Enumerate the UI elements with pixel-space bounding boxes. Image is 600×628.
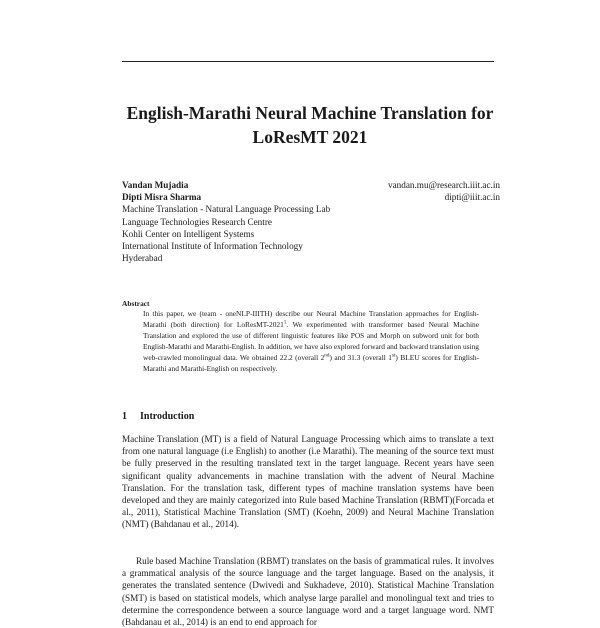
- ordinal-superscript: st: [391, 352, 396, 359]
- section-title: Introduction: [140, 411, 195, 422]
- body-paragraph-2: Rule based Machine Translation (RBMT) translates on the basis of grammatical rules. It involves a grammatical analysis of the source language and the target language. Based on the analysis, it generates the translated sentence (Dwivedi and Sukhadeve, 2010). Statistical Machine Translation (SMT) is based on statistical models, which analyse large parallel and monolingual text and tries to determine the correspondence between a source language word and a target language word. NMT (Bahdanau et al., 2014) is an end to end approach for: [122, 556, 494, 628]
- body-paragraph-1: Machine Translation (MT) is a field of Natural Language Processing which aims to translate a text from one natural language (i.e English) to another (i.e Marathi). The meaning of the source text must be fully preserved in the resulting translated text in the target language. Recent years have seen significant quality advancements in machine translation with the advent of Neural Machine Translation. For the translation task, different types of machine translation systems have been developed and they are mainly categorized into Rule based Machine Translation (RBMT)(Forcada et al., 2011), Statistical Machine Translation (SMT) (Koehn, 2009) and Neural Machine Translation (NMT) (Bahdanau et al., 2014).: [122, 434, 494, 530]
- title-line-1: English-Marathi Neural Machine Translation for: [126, 103, 494, 123]
- paper-title: [100, 101, 520, 149]
- affiliation-line: Kohli Center on Intelligent Systems: [122, 228, 255, 239]
- abstract-part: ) BLEU scores for English-Marathi and Marathi-English on respectively.: [143, 352, 480, 373]
- email-block: [388, 179, 500, 203]
- section-heading: [122, 411, 194, 422]
- top-rule: [122, 61, 494, 62]
- title-line-2: LoResMT 2021: [252, 127, 368, 147]
- footnote-marker[interactable]: 1: [283, 319, 287, 326]
- author-email-1[interactable]: vandan.mu@research.iiit.ac.in: [387, 180, 500, 190]
- affiliation-line: Hyderabad: [122, 253, 163, 264]
- affiliation-line: International Institute of Information Technology: [122, 241, 303, 252]
- ordinal-superscript: nd: [324, 352, 330, 359]
- abstract-part: . We experimented with transformer based Neural Machine Translation and explored the use of different linguistic features like POS and Morph on subword unit for both English-Marathi and Marathi-English. In addition, we have also explored forward and backward translation using web-crawled monolingual data. We obtained 22.2 (overall 2: [143, 319, 479, 362]
- author-name-2: Dipti Misra Sharma: [122, 192, 202, 203]
- section-number: 1: [122, 411, 127, 422]
- author-email-2[interactable]: dipti@iiit.ac.in: [444, 192, 500, 203]
- affiliation-line: Language Technologies Research Centre: [122, 216, 272, 227]
- abstract-heading: Abstract: [122, 299, 150, 308]
- author-name-1: Vandan Mujadia: [122, 180, 189, 190]
- affiliation-line: Machine Translation - Natural Language Processing Lab: [122, 204, 331, 215]
- abstract-part: In this paper, we (team - oneNLP-IIITH) describe our Neural Machine Translation approaches for English-Marathi (both direction) for LoResMT-2021: [143, 309, 479, 329]
- abstract-text: [143, 309, 479, 374]
- abstract-part: ) and 31.3 (overall 1: [329, 352, 392, 362]
